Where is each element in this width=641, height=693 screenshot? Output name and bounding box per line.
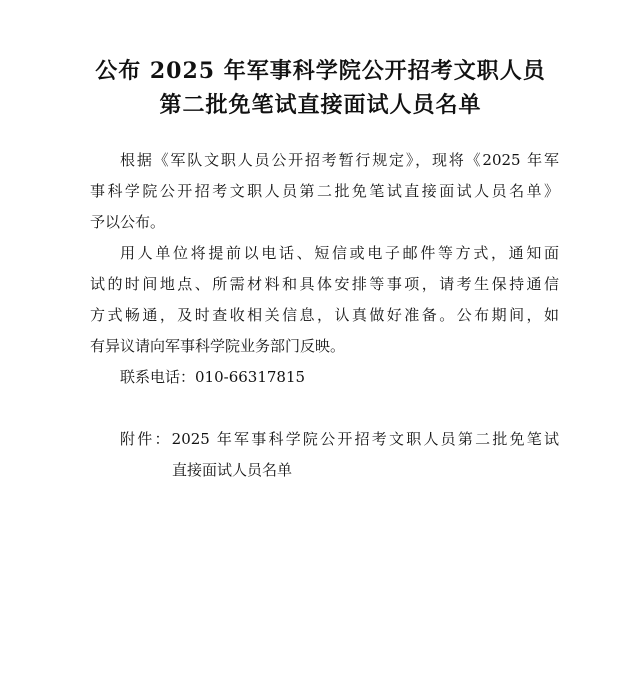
attachment-line-2: 直接面试人员名单 [172, 461, 293, 479]
document-title-line-2: 第二批免笔试直接面试人员名单 [159, 92, 482, 118]
paragraph-2-line-1: 用人单位将提前以电话、短信或电子邮件等方式，通知面 [120, 244, 559, 262]
contact-phone: 联系电话：010-66317815 [120, 368, 306, 386]
paragraph-2-line-3: 方式畅通，及时查收相关信息，认真做好准备。公布期间，如 [90, 306, 559, 324]
paragraph-1-line-3: 予以公布。 [90, 213, 166, 231]
attachment-line-1: 附件：2025 年军事科学院公开招考文职人员第二批免笔试 [120, 430, 559, 448]
paragraph-1-line-1: 根据《军队文职人员公开招考暂行规定》，现将《2025 年军 [120, 151, 559, 169]
paragraph-1-line-2: 事科学院公开招考文职人员第二批免笔试直接面试人员名单》 [90, 182, 559, 200]
paragraph-2-line-2: 试的时间地点、所需材料和具体安排等事项，请考生保持通信 [90, 275, 559, 293]
document-title-line-1: 公布 2025 年军事科学院公开招考文职人员 [95, 58, 546, 84]
paragraph-2-line-4: 有异议请向军事科学院业务部门反映。 [90, 337, 346, 355]
